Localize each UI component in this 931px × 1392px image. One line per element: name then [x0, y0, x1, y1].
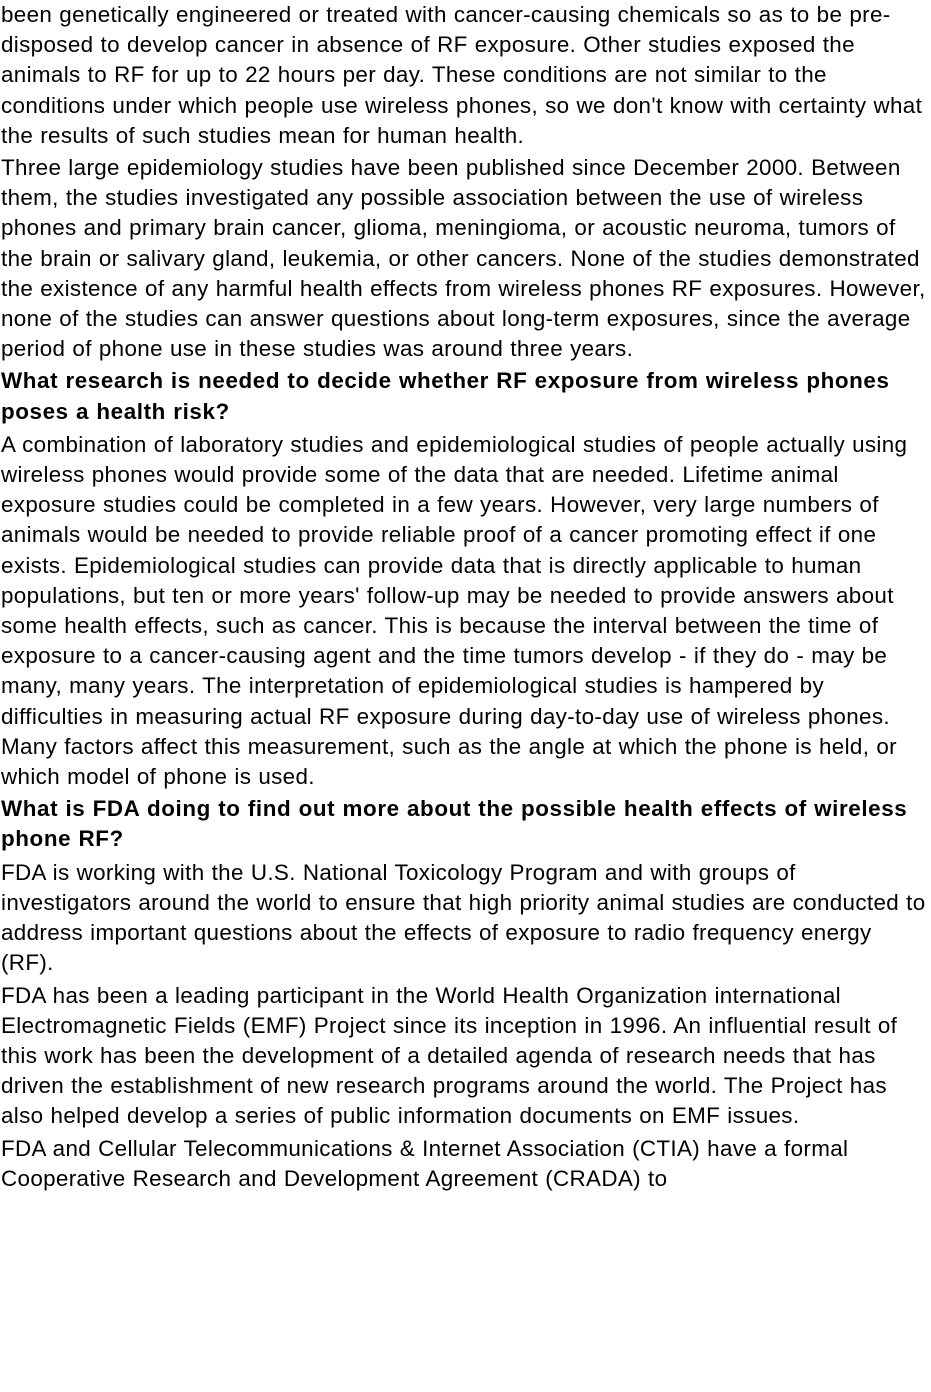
paragraph-fda-ctia: FDA and Cellular Telecommunications & Internet Association (CTIA) have a formal Cooperative Research and Development Agreement (CRADA) to [1, 1135, 849, 1191]
paragraph-fda-ntp: FDA is working with the U.S. National Toxicology Program and with groups of investigators around the world to ensure that high priority animal studies are conducted to address important questions about the effects of exposure to radio frequency energy (RF). [1, 859, 926, 976]
paragraph-epidemiology-studies: Three large epidemiology studies have been published since December 2000. Between them, the studies investigated any possible association between the use of wireless phones and primary brain cancer, glioma, meningioma, or acoustic neuroma, tumors of the brain or salivary gland, leukemia, or other cancers. None of the studies demonstrated the existence of any harmful health effects from wireless phones RF exposures. However, none of the studies can answer questions about long-term exposures, since the average period of phone use in these studies was around three years. [1, 155, 926, 362]
paragraph-fda-who: FDA has been a leading participant in the World Health Organization international Electromagnetic Fields (EMF) Project since its inception in 1996. An influential result of this work has been the development of a detailed agenda of research needs that has driven the establishment of new research programs around the world. The Project has also helped develop a series of public information documents on EMF issues. [1, 982, 898, 1129]
heading-research-needed: What research is needed to decide whether RF exposure from wireless phones poses a health risk? [1, 368, 890, 424]
paragraph-research-combination: A combination of laboratory studies and epidemiological studies of people actually using wireless phones would provide some of the data that are needed. Lifetime animal exposure studies could be completed in a few years. However, very large numbers of animals would be needed to provide reliable proof of a cancer promoting effect if one exists. Epidemiological studies can provide data that is directly applicable to human populations, but ten or more years' follow-up may be needed to provide answers about some health effects, such as cancer. This is because the interval between the time of exposure to a cancer-causing agent and the time tumors develop - if they do - may be many, many years. The interpretation of epidemiological studies is hampered by difficulties in measuring actual RF exposure during day-to-day use of wireless phones. Many factors affect this measurement, such as the angle at which the phone is held, or which model of phone is used. [1, 431, 908, 790]
paragraph-animal-studies: been genetically engineered or treated with cancer-causing chemicals so as to be pre-disposed to develop cancer in absence of RF exposure. Other studies exposed the animals to RF for up to 22 hours per day. These conditions are not similar to the conditions under which people use wireless phones, so we don't know with certainty what the results of such studies mean for human health. [1, 2, 923, 148]
heading-fda-doing: What is FDA doing to find out more about the possible health effects of wireless phone RF? [1, 796, 908, 852]
